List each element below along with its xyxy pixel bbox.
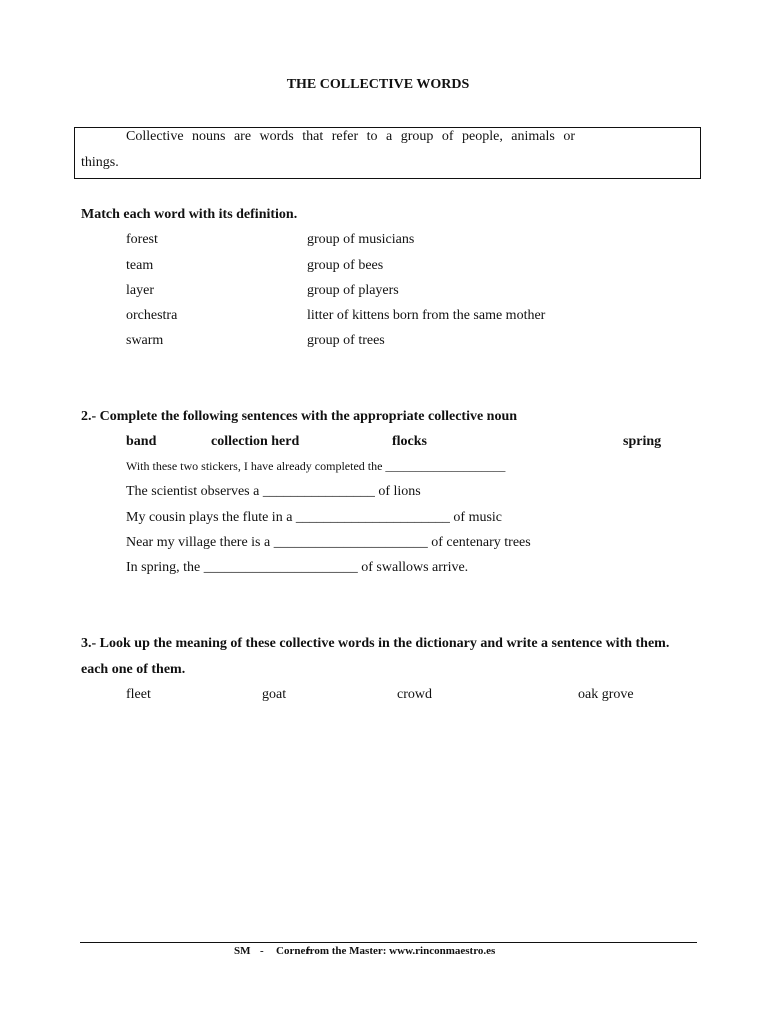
sentence: In spring, the ______________________ of swallows arrive. [126,560,469,575]
word-bank-item: flocks [392,434,427,449]
section1-heading: Match each word with its definition. [81,207,298,222]
sentence: The scientist observes a ________________ of lions [126,484,421,499]
footer-author: SM [234,945,251,957]
sentence: With these two stickers, I have already completed the ____________________ [126,459,506,473]
sentence: Near my village there is a ______________________ of centenary trees [126,535,531,550]
intro-text-line2: things. [81,155,119,170]
match-word: layer [126,283,154,298]
match-definition: group of players [307,283,399,298]
match-definition: group of bees [307,258,384,273]
word-bank-item: spring [623,434,662,449]
word-bank-item: band [126,434,157,449]
collective-word: oak grove [578,687,634,702]
collective-word: goat [262,687,287,702]
match-definition: group of trees [307,333,385,348]
footer-separator: - [260,945,264,957]
section2-heading: 2.- Complete the following sentences with the appropriate collective noun [81,409,518,424]
match-definition: group of musicians [307,232,415,247]
match-word: swarm [126,333,164,348]
footer-divider [80,942,697,943]
section3-heading-line2: each one of them. [81,662,186,677]
collective-word: fleet [126,687,151,702]
match-word: forest [126,232,158,247]
match-definition: litter of kittens born from the same mother [307,308,546,323]
match-word: orchestra [126,308,178,323]
match-word: team [126,258,154,273]
sentence: My cousin plays the flute in a ______________________ of music [126,510,503,525]
page-title: THE COLLECTIVE WORDS [286,77,470,92]
footer-site: from the Master: www.rinconmaestro.es [306,945,496,957]
footer-corner: Corner [276,945,311,957]
word-bank-item: collection herd [211,434,300,449]
intro-text-line1: Collective nouns are words that refer to a group of people, animals or [126,129,575,144]
section3-heading-line1: 3.- Look up the meaning of these collective words in the dictionary and write a sentence with them. [81,636,670,651]
collective-word: crowd [397,687,432,702]
